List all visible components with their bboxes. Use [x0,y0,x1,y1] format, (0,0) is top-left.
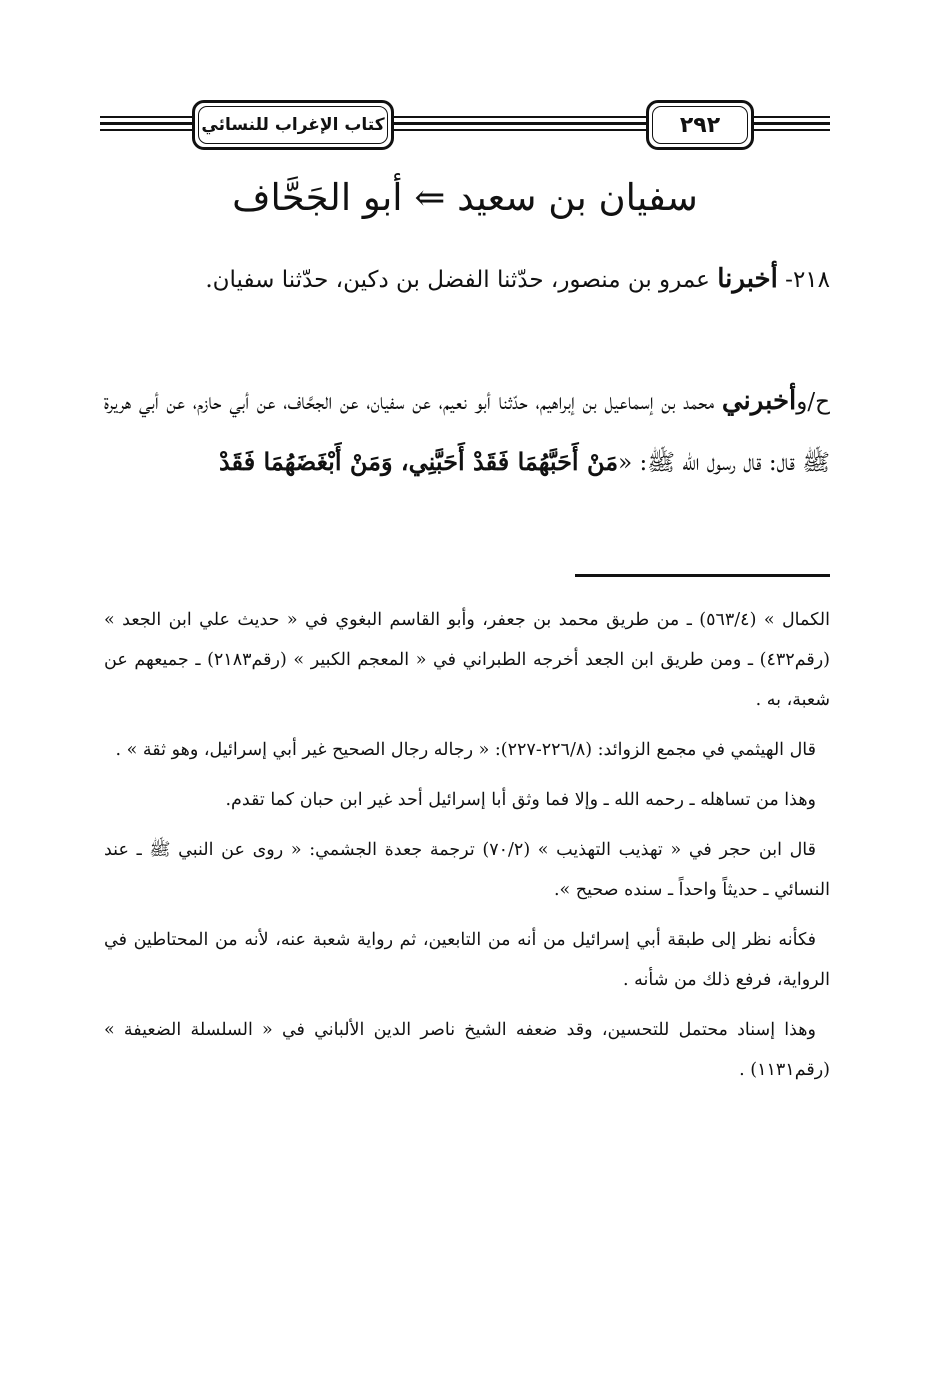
hadith-paragraph-1 [104,250,830,310]
footnote-paragraph: قال الهيثمي في مجمع الزوائد: (٢٢٦/٨-٢٢٧): « رجاله رجال الصحيح غير أبي إسرائيل، وهو ثقة » . [115,740,816,760]
hadith-number: ٢١٨- [785,267,830,293]
footnote-separator [575,574,830,577]
chapter-title: سفيان بن سعيد ⇐ أبو الجَحَّاف [232,176,698,219]
page-header [100,88,830,148]
hadith-chain-verb: أخبرنا [717,264,778,294]
footnote-paragraph: قال ابن حجر في « تهذيب التهذيب » (٧٠/٢) ترجمة جعدة الجشمي: « روى عن النبي ﷺ ـ عند النسائي ـ حديثاً واحداً ـ سنده صحيح ». [104,840,830,900]
hadith-matn: مَنْ أَحَبَّهُمَا فَقَدْ أَحَبَّنِي، وَمَنْ أَبْغَضَهُمَا فَقَدْ [218,447,619,476]
hadith-second-chain-text: محمد بن إسماعيل بن إبراهيم، حدّثنا أبو نعيم، عن سفيان، عن الجحَّاف، عن أبي حازم، عن أبي هريرة ﷺ قال: قال رسول الله ﷺ: « [104,389,830,476]
footnote-paragraph: فكأنه نظر إلى طبقة أبي إسرائيل من أنه من التابعين، ثم رواية شعبة عنه، لأنه من المحتاطين في الرواية، فرفع ذلك من شأنه . [104,930,830,990]
footnotes [104,600,830,1100]
book-title: كتاب الإغراب للنسائي [201,115,385,135]
book-title-box [192,100,394,150]
footnote-paragraph: وهذا من تساهله ـ رحمه الله ـ وإلا فما وثق أبا إسرائيل أحد غير ابن حبان كما تقدم. [225,790,816,810]
hadith-second-chain-verb: أخبرني [721,386,797,416]
page-number-box [646,100,754,150]
hadith-chain-text: عمرو بن منصور، حدّثنا الفضل بن دكين، حدّثنا سفيان. [205,267,710,293]
footnote-paragraph: وهذا إسناد محتمل للتحسين، وقد ضعفه الشيخ ناصر الدين الألباني في « السلسلة الضعيفة » (رقم١١٣١) . [104,1020,830,1080]
page-number: ٢٩٢ [679,112,721,138]
footnote-paragraph: الكمال » (٥٦٣/٤) ـ من طريق محمد بن جعفر، وأبو القاسم البغوي في « حديث علي ابن الجعد » (رقم٤٣٢) ـ ومن طريق ابن الجعد أخرجه الطبراني في « المعجم الكبير » (رقم٢١٨٣) ـ جميعهم عن شعبة، به . [104,610,830,710]
hadith-paragraph-2 [104,372,830,493]
hadith-tahwil: ح/و [796,389,830,415]
